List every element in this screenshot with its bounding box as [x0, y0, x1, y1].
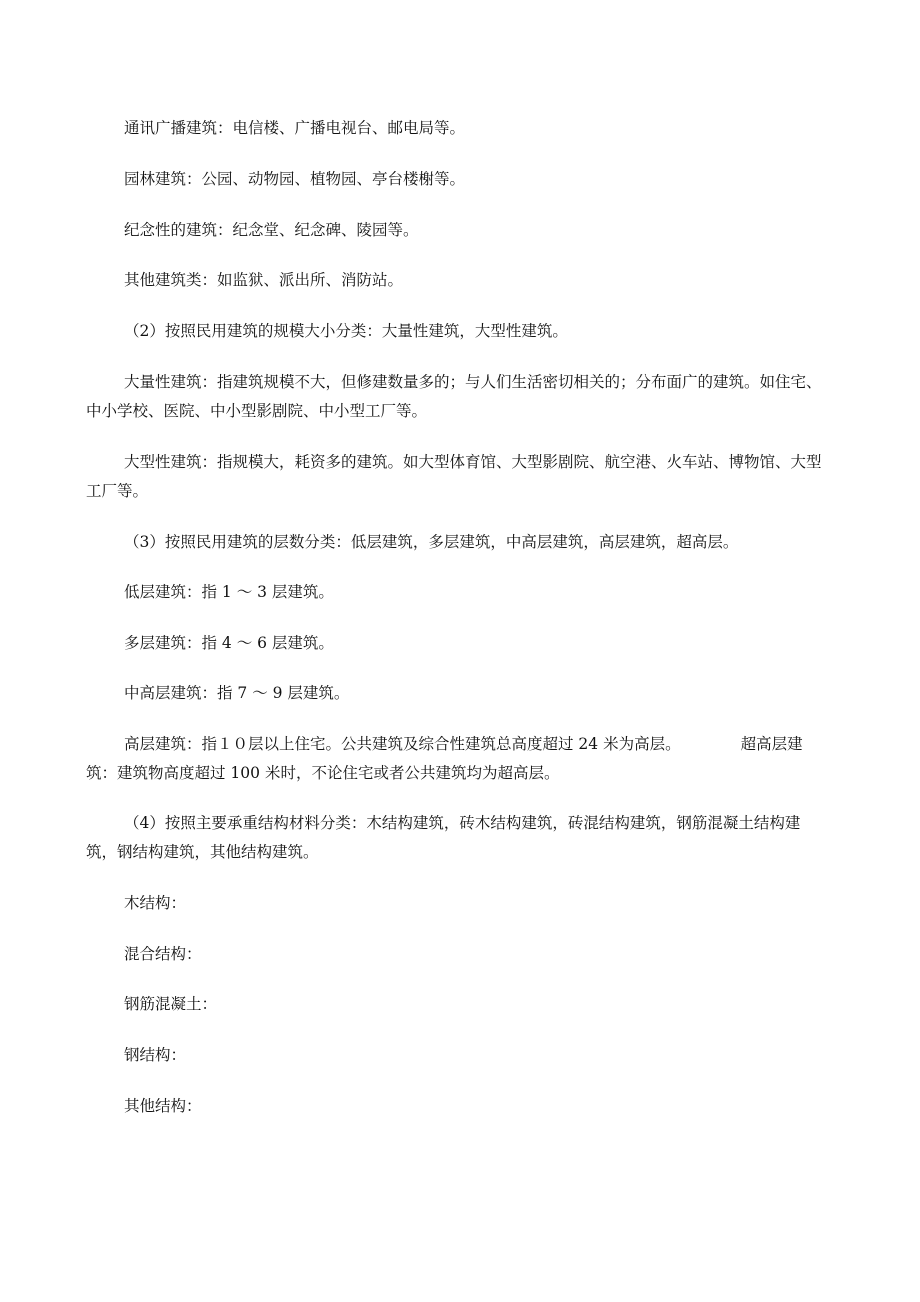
paragraph-wood-structure: 木结构： — [124, 894, 187, 912]
paragraph-communication-buildings: 通讯广播建筑：电信楼、广播电视台、邮电局等。 — [124, 119, 466, 137]
paragraph-high-rise — [86, 730, 826, 788]
paragraph-garden-buildings: 园林建筑：公园、动物园、植物园、亭台楼榭等。 — [124, 170, 466, 188]
paragraph-other-structure: 其他结构： — [124, 1097, 202, 1115]
paragraph-steel-structure: 钢结构： — [124, 1046, 187, 1064]
paragraph-memorial-buildings: 纪念性的建筑：纪念堂、纪念碑、陵园等。 — [124, 221, 419, 239]
paragraph-material-classification: （4）按照主要承重结构材料分类：木结构建筑，砖木结构建筑，砖混结构建筑，钢筋混凝土结构建筑，钢结构建筑，其他结构建筑。 — [86, 814, 801, 861]
high-rise-definition: 高层建筑：指１０层以上住宅。公共建筑及综合性建筑总高度超过 24 米为高层。 — [124, 735, 681, 753]
paragraph-multi-storey: 多层建筑：指 4 ～ 6 层建筑。 — [124, 634, 334, 652]
paragraph-large-buildings: 大型性建筑：指规模大，耗资多的建筑。如大型体育馆、大型影剧院、航空港、火车站、博物馆、大型工厂等。 — [86, 453, 822, 500]
paragraph-mass-buildings: 大量性建筑：指建筑规模不大，但修建数量多的；与人们生活密切相关的；分布面广的建筑。如住宅、中小学校、医院、中小型影剧院、中小型工厂等。 — [86, 373, 822, 420]
paragraph-storey-classification: （3）按照民用建筑的层数分类：低层建筑，多层建筑，中高层建筑，高层建筑，超高层。 — [124, 533, 739, 551]
paragraph-scale-classification: （2）按照民用建筑的规模大小分类：大量性建筑，大型性建筑。 — [124, 322, 568, 340]
paragraph-mid-high-rise: 中高层建筑：指 7 ～ 9 层建筑。 — [124, 684, 350, 702]
paragraph-other-buildings: 其他建筑类：如监狱、派出所、消防站。 — [124, 271, 404, 289]
paragraph-mixed-structure: 混合结构： — [124, 945, 202, 963]
paragraph-low-rise: 低层建筑：指 1 ～ 3 层建筑。 — [124, 583, 334, 601]
super-high-rise-definition: 超高层建筑：建筑物高度超过 100 米时，不论住宅或者公共建筑均为超高层。 — [86, 735, 803, 782]
paragraph-reinforced-concrete: 钢筋混凝土： — [124, 995, 218, 1013]
